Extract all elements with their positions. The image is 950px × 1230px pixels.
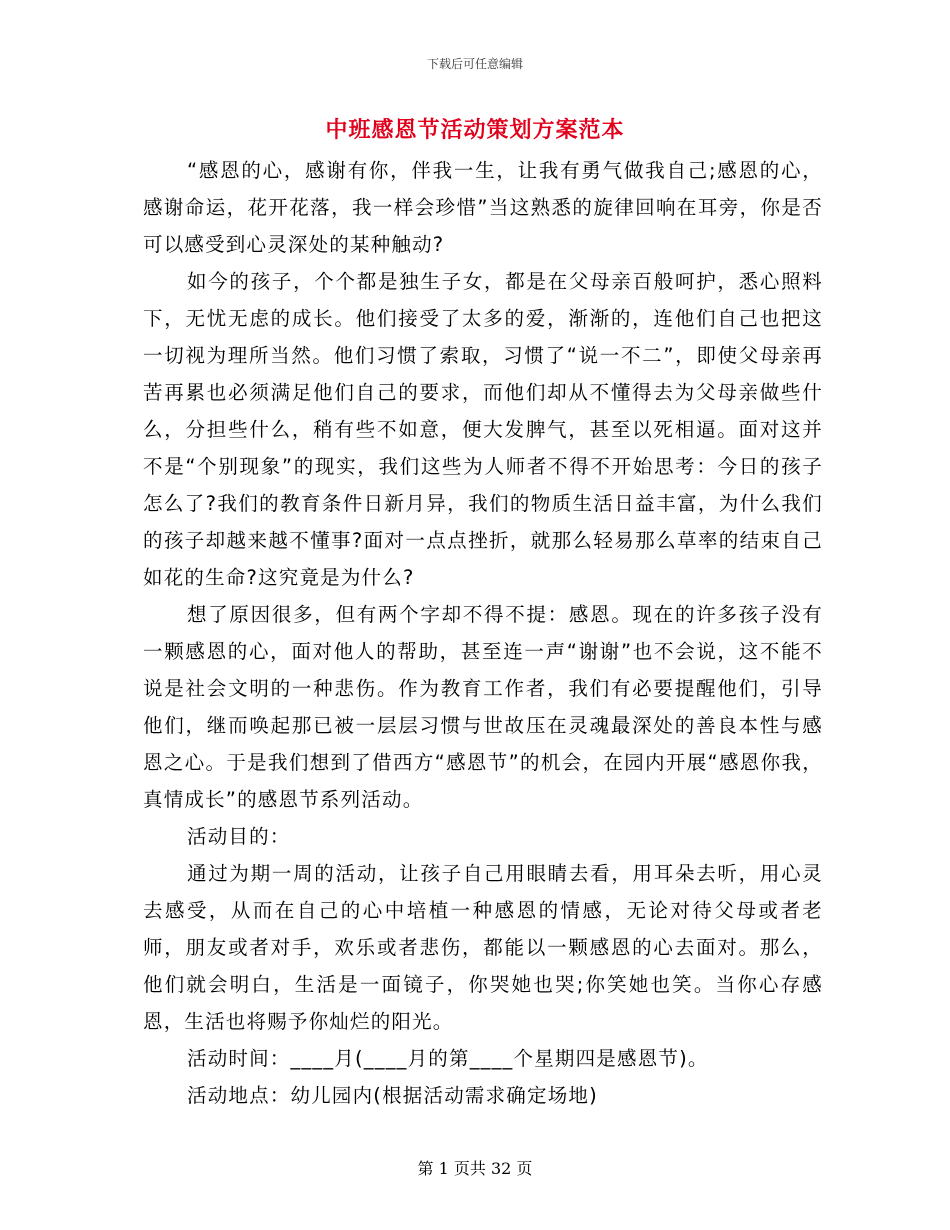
document-title: 中班感恩节活动策划方案范本 (325, 118, 625, 143)
paragraph-time: 活动时间：____月(____月的第____个星期四是感恩节)。 (187, 1047, 709, 1070)
paragraph-location: 活动地点：幼儿园内(根据活动需求确定场地) (187, 1084, 598, 1107)
paragraph-intro: “感恩的心，感谢有你，伴我一生，让我有勇气做我自己;感恩的心，感谢命运，花开花落，我一样会珍惜”当这熟悉的旋律回响在耳旁，你是否可以感受到心灵深处的某种触动? (143, 159, 823, 256)
paragraph-reason: 想了原因很多，但有两个字却不得不提：感恩。现在的许多孩子没有一颗感恩的心，面对他人的帮助，甚至连一声“谢谢”也不会说，这不能不说是社会文明的一种悲伤。作为教育工作者，我们有必要提醒他们，引导他们，继而唤起那已被一层层习惯与世故压在灵魂最深处的善良本性与感恩之心。于是我们想到了借西方“感恩节”的机会，在园内开展“感恩你我，真情成长”的感恩节系列活动。 (143, 603, 823, 811)
paragraph-purpose: 通过为期一周的活动，让孩子自己用眼睛去看，用耳朵去听，用心灵去感受，从而在自己的心中培植一种感恩的情感，无论对待父母或者老师，朋友或者对手，欢乐或者悲伤，都能以一颗感恩的心去面对。那么，他们就会明白，生活是一面镜子，你哭她也哭;你笑她也笑。当你心存感恩，生活也将赐予你灿烂的阳光。 (143, 862, 823, 1033)
page-footer: 第 1 页共 32 页 (417, 1159, 533, 1178)
document-body (143, 152, 823, 1114)
header-note: 下载后可任意编辑 (426, 57, 523, 71)
section-heading-purpose: 活动目的： (187, 825, 291, 848)
paragraph-background: 如今的孩子，个个都是独生子女，都是在父母亲百般呵护，悉心照料下，无忧无虑的成长。他们接受了太多的爱，渐渐的，连他们自己也把这一切视为理所当然。他们习惯了索取，习惯了“说一不二”，即使父母亲再苦再累也必须满足他们自己的要求，而他们却从不懂得去为父母亲做些什么，分担些什么，稍有些不如意，便大发脾气，甚至以死相逼。面对这并不是“个别现象”的现实，我们这些为人师者不得不开始思考：今日的孩子怎么了?我们的教育条件日新月异，我们的物质生活日益丰富，为什么我们的孩子却越来越不懂事?面对一点点挫折，就那么轻易那么草率的结束自己如花的生命?这究竟是为什么? (143, 270, 823, 589)
